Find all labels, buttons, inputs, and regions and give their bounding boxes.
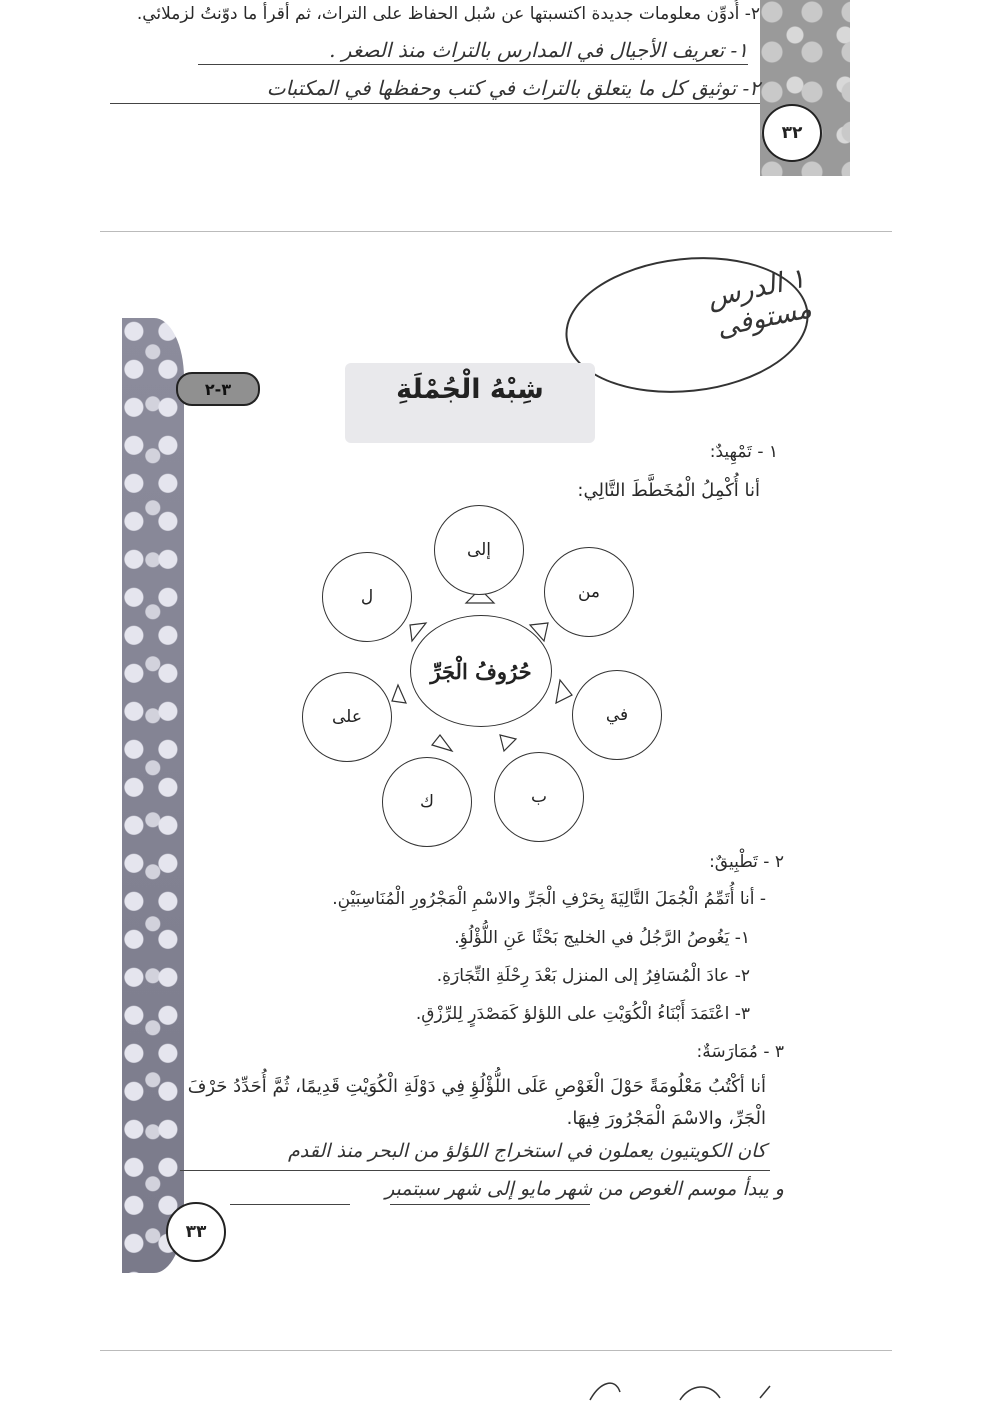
page-separator-top bbox=[100, 231, 892, 232]
top-answer-underline-2 bbox=[110, 103, 760, 104]
section1-heading: ١ - تَمْهِيدٌ: bbox=[709, 442, 778, 462]
circle-top-left: ل bbox=[322, 552, 412, 642]
circle-bottom-left: ك bbox=[382, 757, 472, 847]
top-question-line: ٢- أُدوِّن معلومات جديدة اكتسبتها عن سُبل الحفاظ على التراث، ثم أقرأ ما دوّنتُ لزملائي. bbox=[136, 4, 760, 24]
section3-answer-underline-2b bbox=[390, 1204, 590, 1205]
section3-answer-underline-2a bbox=[230, 1204, 350, 1205]
lesson-title: شِبْهُ الْجُمْلَةِ bbox=[396, 374, 544, 405]
bottom-page-number: ٣٣ bbox=[166, 1202, 226, 1262]
top-page-number: ٣٢ bbox=[762, 104, 822, 162]
top-answer-underline-1 bbox=[198, 64, 748, 65]
page-separator-bottom bbox=[100, 1350, 892, 1351]
circle-right: في bbox=[572, 670, 662, 760]
section2-instruction: - أنا أُتَمِّمُ الْجُمَلَ التَّالِيَةَ بِحَرْفِ الْجَرِّ والاسْمِ الْمَجْرُورِ الْمُنَاسِبَيْنِ. bbox=[332, 889, 766, 909]
lesson-number-badge: ٣-٢ bbox=[176, 372, 260, 406]
section1-instruction: أنا أُكْمِلُ الْمُخَطَّطَ التَّالِي: bbox=[577, 480, 760, 501]
top-answer-line-1: ١- تعريف الأجيال في المدارس بالتراث منذ الصغر . bbox=[329, 38, 748, 62]
circle-top: إلى bbox=[434, 505, 524, 595]
section3-instruction-line-2: الْجَرِّ، والاسْمَ الْمَجْرُورَ فِيهَا. bbox=[566, 1108, 766, 1129]
section3-heading: ٣ - مُمَارَسَةٌ: bbox=[696, 1042, 784, 1062]
circle-top-right: من bbox=[544, 547, 634, 637]
section2-sentence-3: ٣- اعْتَمَدَ أَبْنَاءُ الْكُوَيْتِ على اللؤلؤ كَمَصْدَرٍ لِلرِّزْقِ. bbox=[415, 1004, 750, 1024]
center-circle-prepositions: حُرُوفُ الْجَرِّ bbox=[410, 615, 552, 727]
top-answer-line-2: ٢- توثيق كل ما يتعلق بالتراث في كتب وحفظها في المكتبات bbox=[266, 76, 760, 100]
section3-instruction-line-1: أنا أكْتُبُ مَعْلُومَةً حَوْلَ الْغَوْصِ عَلَى اللُّؤْلُؤِ فِي دَوْلَةِ الْكُوَيْتِ قَدِيمًا، ثُمَّ أُحَدِّدُ حَرْفَ bbox=[187, 1076, 766, 1097]
section2-sentence-2: ٢- عادَ الْمُسَافِرُ إلى المنزل بَعْدَ رِحْلَةِ التِّجَارَةِ. bbox=[436, 966, 750, 986]
section3-answer-line-2: و يبدأ موسم الغوص من شهر مايو إلى شهر سبتمبر bbox=[385, 1178, 784, 1200]
next-page-handwriting-fragment bbox=[560, 1372, 860, 1403]
teacher-stamp-text: ١ الدرس مستوفى bbox=[704, 262, 815, 344]
section2-heading: ٢ - تَطْبِيقٌ: bbox=[709, 852, 784, 872]
circle-left: على bbox=[302, 672, 392, 762]
lower-page-decorative-border bbox=[122, 318, 184, 1273]
section3-answer-underline-1 bbox=[180, 1170, 770, 1171]
section2-sentence-1: ١- يَغُوصُ الرَّجُلُ في الخليج بَحْثًا عَنِ اللُّؤْلُؤِ. bbox=[454, 928, 750, 948]
circle-bottom-right: ب bbox=[494, 752, 584, 842]
section3-answer-line-1: كان الكويتيون يعملون في استخراج اللؤلؤ من البحر منذ القدم bbox=[288, 1140, 766, 1162]
